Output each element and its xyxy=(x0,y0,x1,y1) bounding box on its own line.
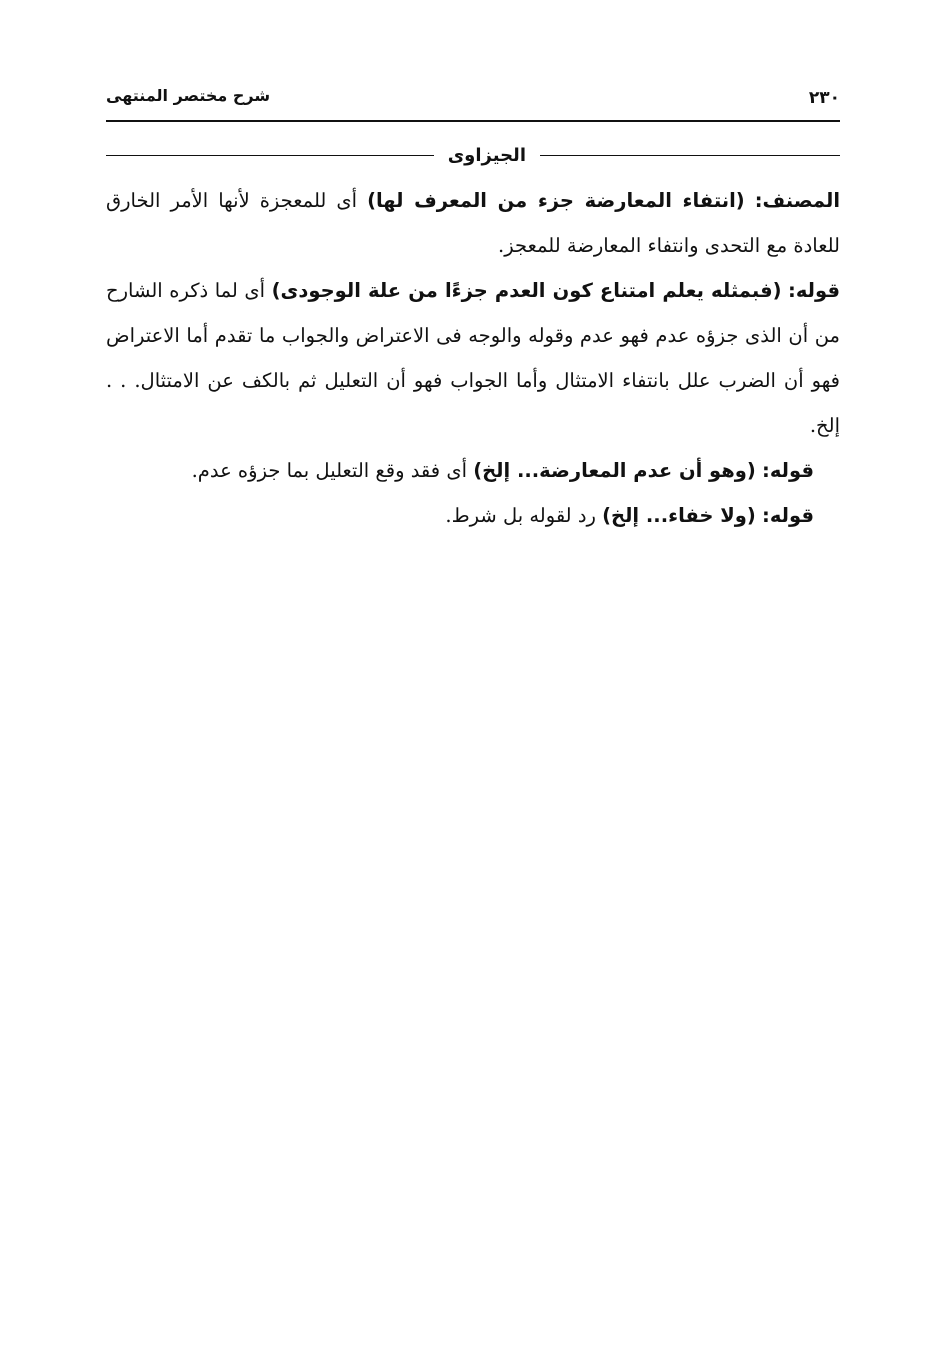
paragraph-text: أى للمعجزة لأنها الأمر الخارق للعادة مع التحدى وانتفاء المعارضة للمعجز. xyxy=(106,189,840,257)
paragraph-lead: قوله: xyxy=(788,279,840,302)
paragraph-quote: (ولا خفاء... إلخ) xyxy=(602,504,756,527)
paragraph-quote: (انتفاء المعارضة جزء من المعرف لها) xyxy=(367,189,745,212)
commentator-name: الجيزاوى xyxy=(447,144,526,166)
paragraph-quote: (فبمثله يعلم امتناع كون العدم جزءًا من علة الوجودى) xyxy=(271,279,782,302)
heading-rule-left xyxy=(106,155,434,156)
paragraph-lead: قوله: xyxy=(762,459,814,482)
paragraph-text: أى لما ذكره الشارح من أن الذى جزؤه عدم فهو عدم وقوله والوجه فى الاعتراض والجواب ما تقدم أما الاعتراض فهو أن الضرب علل بانتفاء الامتثال وأما الجواب فهو أن التعليل ثم بالكف عن الامتثال. . . إلخ. xyxy=(106,279,840,437)
paragraph-quote: (وهو أن عدم المعارضة... إلخ) xyxy=(473,459,756,482)
paragraph-qawluhu-1 xyxy=(106,268,840,448)
header-rule xyxy=(106,120,840,122)
paragraph-qawluhu-3 xyxy=(106,493,840,538)
paragraph-text: أى فقد وقع التعليل بما جزؤه عدم. xyxy=(191,459,467,482)
paragraph-text: رد لقوله بل شرط. xyxy=(445,504,596,527)
heading-rule-right xyxy=(540,155,840,156)
page-number: ٢٣٠ xyxy=(808,88,840,108)
paragraph-musannif xyxy=(106,178,840,268)
paragraph-lead: قوله: xyxy=(762,504,814,527)
running-header xyxy=(106,86,840,116)
commentator-heading xyxy=(106,140,840,170)
body-text xyxy=(106,178,840,538)
paragraph-qawluhu-2 xyxy=(106,448,840,493)
paragraph-lead: المصنف: xyxy=(754,189,841,212)
book-title: شرح مختصر المنتهى xyxy=(106,86,271,105)
